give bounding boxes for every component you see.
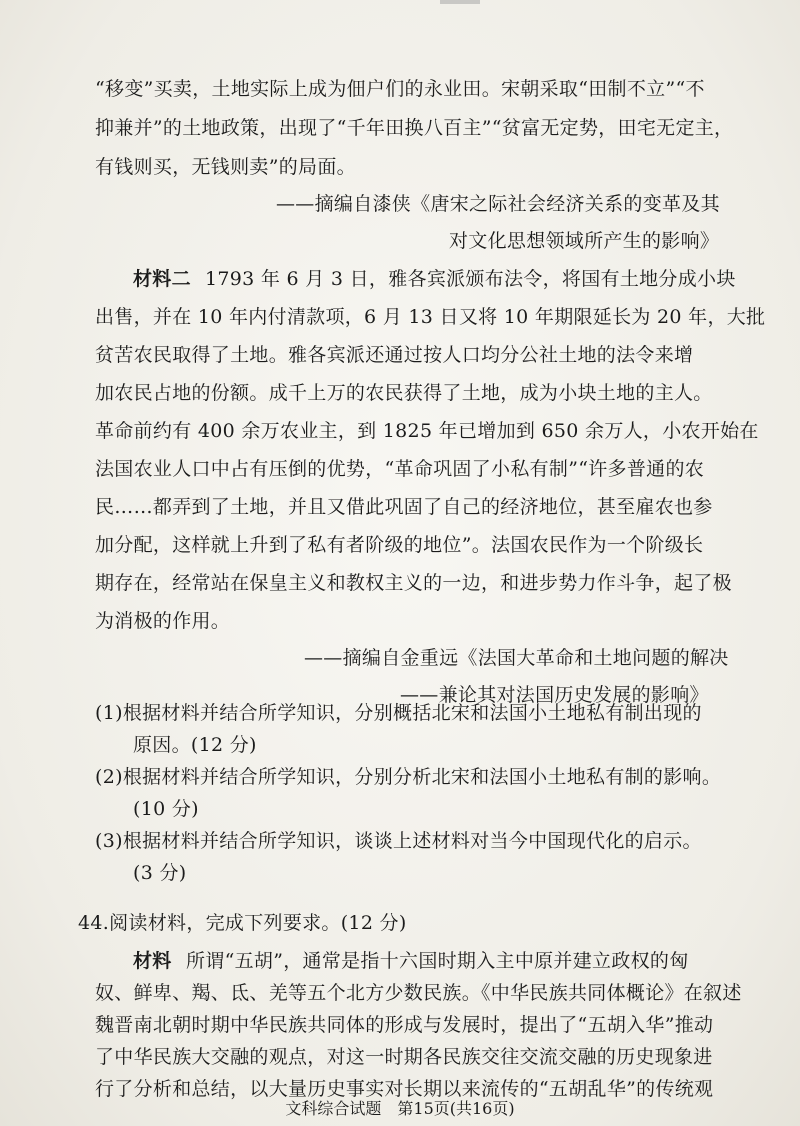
material2-line: 民……都弄到了土地，并且又借此巩固了自己的经济地位，甚至雇农也参: [95, 496, 713, 518]
question-2-score: (10 分): [133, 798, 199, 820]
material2-line: 期存在，经常站在保皇主义和教权主义的一边，和进步势力作斗争，起了极: [95, 572, 732, 594]
material2-line: 出售，并在 10 年内付清款项，6 月 13 日又将 10 年期限延长为 20 年，大批: [95, 306, 766, 328]
material2-line: 革命前约有 400 余万农业主，到 1825 年已增加到 650 余万人，小农开始在: [95, 420, 759, 442]
material2-source: ——兼论其对法国历史发展的影响》: [400, 684, 709, 706]
question-44-line: 行了分析和总结，以大量历史事实对长期以来流传的“五胡乱华”的传统观: [95, 1078, 714, 1100]
material2-line: 加分配，这样就上升到了私有者阶级的地位”。法国农民作为一个阶级长: [95, 534, 704, 556]
material1-line: 有钱则买，无钱则卖”的局面。: [95, 156, 356, 178]
material2-line: 法国农业人口中占有压倒的优势，“革命巩固了小私有制”“许多普通的农: [95, 458, 705, 480]
scan-edge-mark: [440, 0, 480, 4]
material1-line: 抑兼并”的土地政策，出现了“千年田换八百主”“贫富无定势，田宅无定主，: [95, 117, 734, 139]
material2-label: 材料二: [133, 268, 191, 290]
question-1-score: 原因。(12 分): [133, 734, 257, 756]
question-44-heading: 44.阅读材料，完成下列要求。(12 分): [78, 912, 407, 934]
page-footer: 文科综合试题 第15页(共16页): [285, 1099, 515, 1118]
question-3: (3)根据材料并结合所学知识，谈谈上述材料对当今中国现代化的启示。: [95, 830, 702, 852]
material2-source: ——摘编自金重远《法国大革命和土地问题的解决: [304, 647, 729, 669]
material2-line: 为消极的作用。: [95, 610, 231, 632]
question-44-line: 了中华民族大交融的观点，对这一时期各民族交往交流交融的历史现象进: [95, 1046, 713, 1068]
question-44-material-label: 材料: [133, 950, 172, 972]
material1-source: ——摘编自漆侠《唐宋之际社会经济关系的变革及其: [276, 193, 720, 215]
material2-line: 贫苦农民取得了土地。雅各宾派还通过按人口均分公社土地的法令来增: [95, 344, 694, 366]
material2-line: 1793 年 6 月 3 日，雅各宾派颁布法令，将国有土地分成小块: [205, 268, 736, 290]
question-44-line: 奴、鲜卑、羯、氐、羌等五个北方少数民族。《中华民族共同体概论》在叙述: [95, 982, 742, 1004]
material1-source: 对文化思想领域所产生的影响》: [449, 230, 720, 252]
material2-line: 加农民占地的份额。成千上万的农民获得了土地，成为小块土地的主人。: [95, 382, 713, 404]
question-2: (2)根据材料并结合所学知识，分别分析北宋和法国小土地私有制的影响。: [95, 766, 722, 788]
question-44-line: 魏晋南北朝时期中华民族共同体的形成与发展时，提出了“五胡入华”推动: [95, 1014, 714, 1036]
question-1: (1)根据材料并结合所学知识，分别概括北宋和法国小土地私有制出现的: [95, 702, 702, 724]
question-3-score: (3 分): [133, 862, 187, 884]
material1-line: “移变”买卖，土地实际上成为佃户们的永业田。宋朝采取“田制不立”“不: [95, 78, 705, 100]
question-44-line: 所谓“五胡”，通常是指十六国时期入主中原并建立政权的匈: [186, 950, 689, 972]
